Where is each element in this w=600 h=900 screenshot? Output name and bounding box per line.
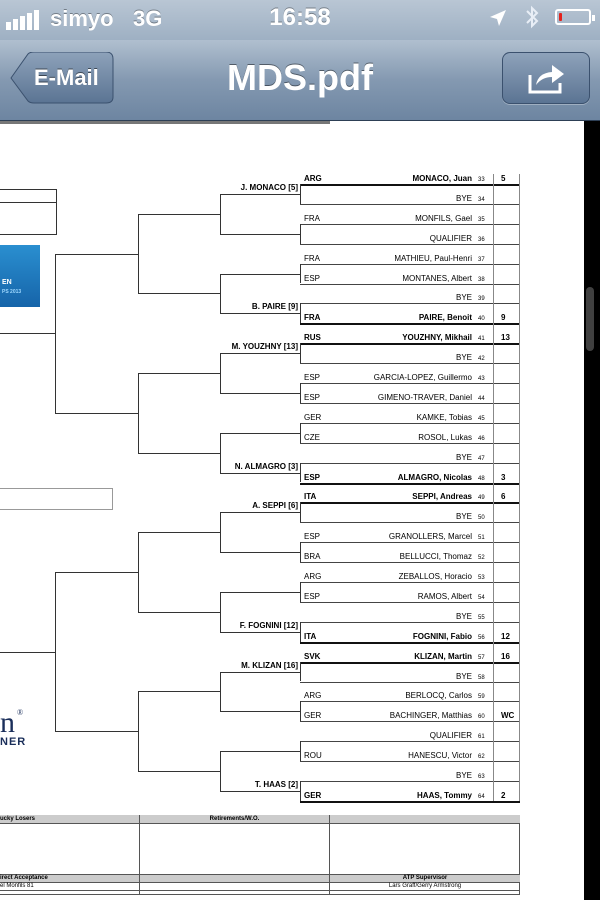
carrier-name: simyo	[50, 6, 114, 31]
draw-position-number: 33	[478, 177, 485, 183]
draw-row-line	[300, 682, 520, 683]
draw-player-name: QUALIFIER	[429, 731, 472, 741]
draw-row-line	[300, 184, 520, 186]
share-button[interactable]	[502, 52, 590, 104]
draw-seed: 13	[501, 333, 510, 343]
round2-winner-label: B. PAIRE [9]	[251, 302, 298, 312]
draw-position-number: 39	[478, 296, 485, 303]
round2-line	[220, 632, 300, 633]
seed-column-rule	[493, 174, 494, 801]
draw-position-number: 44	[478, 395, 485, 402]
round3-line	[138, 612, 220, 613]
draw-nationality: RUS	[304, 333, 321, 343]
document-title: MDS.pdf	[227, 57, 373, 98]
draw-player-name: MONTANES, Albert	[402, 273, 472, 283]
draw-row-line	[300, 323, 520, 325]
draw-row-line	[300, 542, 520, 543]
draw-player-name: FOGNINI, Fabio	[412, 631, 472, 641]
match-connector	[300, 303, 301, 323]
round2-winner-label: M. KLIZAN [16]	[241, 660, 298, 670]
page-header-rule	[0, 121, 330, 124]
round2-connector	[220, 751, 221, 791]
draw-player-name: RAMOS, Albert	[417, 591, 472, 601]
round2-line	[220, 433, 300, 434]
supervisor-names: Lars Graff/Gerry Armstrong	[388, 882, 462, 889]
draw-position-number: 51	[478, 535, 485, 542]
draw-position-number: 62	[478, 754, 485, 761]
round2-connector	[220, 592, 221, 632]
draw-nationality: GER	[304, 412, 322, 422]
location-arrow-icon	[488, 8, 508, 33]
round2-connector	[220, 274, 221, 314]
round2-line	[220, 393, 300, 394]
share-icon	[527, 61, 567, 95]
sponsor-line2: NER	[0, 736, 27, 748]
draw-seed: 9	[501, 313, 506, 323]
round3-line	[138, 373, 220, 374]
round2-line	[220, 194, 300, 195]
draw-position-number: 64	[478, 793, 485, 800]
round3-connector	[138, 691, 139, 771]
draw-position-number: 54	[478, 594, 485, 601]
round2-line	[220, 791, 300, 792]
draw-seed: 12	[501, 631, 510, 641]
draw-player-name: KAMKE, Tobias	[416, 412, 472, 422]
draw-position-number: 41	[478, 336, 485, 343]
round2-winner-label: F. FOGNINI [12]	[239, 620, 298, 630]
draw-nationality: ARG	[304, 174, 322, 183]
draw-row-line	[300, 284, 520, 285]
round3-connector	[138, 373, 139, 453]
round3-line	[138, 532, 220, 533]
round3-line	[138, 771, 220, 772]
draw-player-name: BYE	[455, 611, 472, 621]
draw-nationality: CZE	[304, 432, 320, 442]
match-connector	[300, 582, 301, 602]
footer-divider	[139, 815, 140, 895]
draw-row-line	[300, 721, 520, 722]
round2-winner-label: N. ALMAGRO [3]	[234, 461, 298, 471]
draw-player-name: BYE	[455, 193, 472, 203]
draw-player-name: HAAS, Tommy	[417, 790, 472, 800]
round2-line	[220, 751, 300, 752]
draw-player-name: YOUZHNY, Mikhail	[402, 333, 472, 343]
draw-row-line	[300, 483, 520, 485]
draw-seed: 16	[501, 651, 510, 661]
header-box	[0, 189, 57, 235]
match-connector	[300, 662, 301, 682]
round2-line	[220, 512, 300, 513]
draw-player-name: MONACO, Juan	[412, 174, 472, 183]
draw-row-line	[300, 204, 520, 205]
round2-line	[220, 711, 300, 712]
round4-line	[55, 731, 138, 732]
round2-winner-label: J. MONACO [5]	[240, 182, 298, 192]
draw-player-name: MONFILS, Gael	[415, 213, 472, 223]
round5-line	[0, 333, 55, 334]
round2-line	[220, 592, 300, 593]
round2-line	[220, 672, 300, 673]
draw-nationality: FRA	[304, 213, 320, 223]
draw-player-name: ZEBALLOS, Horacio	[398, 572, 472, 581]
draw-row-line	[300, 662, 520, 664]
draw-seed: WC	[501, 711, 515, 721]
match-connector	[300, 264, 301, 284]
draw-position-number: 34	[478, 196, 485, 203]
draw-position-number: 42	[478, 356, 485, 363]
draw-nationality: ESP	[304, 373, 321, 382]
match-connector	[300, 741, 301, 761]
draw-nationality: GER	[304, 790, 322, 800]
draw-position-number: 60	[478, 714, 485, 721]
draw-row-line	[300, 701, 520, 702]
draw-row-line	[300, 622, 520, 623]
round4-connector	[55, 254, 56, 413]
round2-line	[220, 353, 300, 354]
draw-player-name: QUALIFIER	[429, 233, 472, 243]
match-connector	[300, 701, 301, 721]
round2-line	[220, 552, 300, 553]
last-direct-acceptance: el Monfils 81	[0, 882, 34, 889]
draw-position-number: 53	[478, 575, 485, 581]
draw-nationality: ESP	[304, 273, 321, 283]
draw-player-name: BERLOCQ, Carlos	[405, 691, 472, 701]
draw-player-name: ALMAGRO, Nicolas	[397, 472, 472, 482]
draw-player-name: SEPPI, Andreas	[412, 492, 472, 502]
draw-position-number: 56	[478, 634, 485, 641]
draw-player-name: ROSOL, Lukas	[418, 432, 472, 442]
bluetooth-icon	[525, 4, 539, 36]
sponsor-mark: n	[0, 706, 15, 739]
draw-position-number: 36	[478, 236, 485, 243]
draw-row-line	[300, 264, 520, 265]
logo-line2: PS 2013	[2, 289, 22, 295]
draw-position-number: 55	[478, 614, 485, 621]
draw-player-name: MATHIEU, Paul-Henri	[394, 253, 472, 263]
draw-row-line	[300, 741, 520, 742]
draw-row-line	[300, 562, 520, 563]
round4-line	[55, 254, 138, 255]
draw-seed: 2	[501, 790, 506, 800]
logo-line1: EN	[2, 279, 12, 286]
draw-row-line	[300, 403, 520, 404]
battery-icon	[555, 9, 591, 25]
draw-player-name: BYE	[455, 512, 472, 522]
draw-position-number: 49	[478, 495, 485, 502]
draw-position-number: 35	[478, 216, 485, 223]
draw-nationality: ITA	[304, 631, 317, 641]
draw-row-line	[300, 642, 520, 644]
round4-connector	[55, 572, 56, 731]
supervisor-label: ATP Supervisor	[402, 874, 448, 881]
draw-row-line	[300, 502, 520, 504]
network-type: 3G	[133, 6, 163, 31]
pdf-page	[0, 121, 584, 900]
round3-connector	[138, 214, 139, 294]
draw-row-line	[300, 303, 520, 304]
back-button-label: E-Mail	[34, 65, 99, 90]
round3-connector	[138, 532, 139, 612]
draw-nationality: BRA	[304, 552, 321, 562]
draw-row-line	[300, 244, 520, 245]
lucky-losers-label: ucky Losers	[0, 815, 36, 822]
pdf-viewer[interactable]	[0, 121, 600, 900]
round2-line	[220, 313, 300, 314]
draw-nationality: ROU	[304, 751, 322, 761]
draw-row-line	[300, 224, 520, 225]
draw-nationality: ARG	[304, 691, 322, 701]
draw-nationality: ESP	[304, 591, 321, 601]
draw-player-name: BELLUCCI, Thomaz	[399, 552, 472, 562]
round2-connector	[220, 672, 221, 712]
direct-acceptance-label: irect Acceptance	[0, 874, 48, 881]
match-connector	[300, 184, 301, 204]
match-connector	[300, 781, 301, 801]
draw-player-name: BYE	[455, 293, 472, 303]
match-connector	[300, 423, 301, 443]
draw-position-number: 63	[478, 774, 485, 780]
draw-player-name: BYE	[455, 771, 472, 780]
vertical-scrollbar[interactable]	[586, 287, 594, 351]
draw-position-number: 58	[478, 674, 485, 681]
draw-position-number: 47	[478, 455, 485, 462]
match-connector	[300, 463, 301, 483]
draw-player-name: GARCIA-LOPEZ, Guillermo	[373, 373, 472, 382]
draw-player-name: GRANOLLERS, Marcel	[388, 532, 472, 542]
match-connector	[300, 542, 301, 562]
draw-position-number: 38	[478, 276, 485, 283]
round2-connector	[220, 194, 221, 234]
draw-nationality: FRA	[304, 313, 321, 323]
round2-connector	[220, 353, 221, 393]
draw-nationality: SVK	[304, 651, 321, 661]
draw-row-line	[300, 801, 520, 803]
retirements-label: Retirements/W.O.	[209, 815, 260, 822]
round3-line	[138, 293, 220, 294]
draw-row-line	[300, 582, 520, 583]
draw-position-number: 37	[478, 256, 485, 263]
round2-connector	[220, 512, 221, 552]
round2-line	[220, 234, 300, 235]
draw-row-line	[300, 343, 520, 345]
draw-position-number: 48	[478, 475, 485, 482]
draw-nationality: GER	[304, 711, 322, 721]
draw-position-number: 46	[478, 435, 485, 442]
round4-line	[55, 413, 138, 414]
draw-position-number: 52	[478, 555, 485, 562]
draw-player-name: GIMENO-TRAVER, Daniel	[377, 392, 472, 402]
draw-row-line	[300, 463, 520, 464]
draw-seed: 3	[501, 472, 506, 482]
draw-player-name: HANESCU, Victor	[408, 751, 472, 761]
round5-line	[0, 652, 55, 653]
draw-seed: 6	[501, 492, 506, 502]
draw-seed: 5	[501, 174, 506, 183]
match-connector	[300, 343, 301, 363]
draw-row-line	[300, 443, 520, 444]
draw-player-name: BACHINGER, Matthias	[389, 711, 472, 721]
sponsor-reg: ®	[17, 708, 24, 717]
match-connector	[300, 502, 301, 522]
draw-nationality: ESP	[304, 532, 321, 542]
draw-player-name: BYE	[455, 452, 472, 462]
round3-line	[138, 453, 220, 454]
match-connector	[300, 622, 301, 642]
draw-position-number: 59	[478, 694, 485, 701]
round3-line	[138, 691, 220, 692]
round2-winner-label: M. YOUZHNY [13]	[231, 342, 298, 352]
draw-player-name: PAIRE, Benoit	[418, 313, 472, 323]
draw-position-number: 43	[478, 376, 485, 382]
navigation-bar	[0, 40, 600, 121]
draw-row-line	[300, 761, 520, 762]
draw-player-name: BYE	[455, 671, 472, 681]
draw-position-number: 50	[478, 515, 485, 522]
draw-position-number: 57	[478, 654, 485, 661]
draw-row-line	[300, 522, 520, 523]
draw-nationality: ESP	[304, 472, 321, 482]
clock: 16:58	[269, 4, 331, 31]
draw-player-name: BYE	[455, 353, 472, 363]
draw-row-line	[300, 363, 520, 364]
final-box	[0, 488, 113, 510]
draw-row-line	[300, 602, 520, 603]
draw-player-name: KLIZAN, Martin	[414, 651, 472, 661]
status-bar	[0, 0, 600, 40]
match-connector	[300, 224, 301, 244]
round2-line	[220, 274, 300, 275]
draw-position-number: 61	[478, 734, 485, 741]
tournament-logo	[0, 245, 40, 307]
draw-row-line	[300, 423, 520, 424]
seed-column-rule	[519, 174, 520, 801]
draw-nationality: ESP	[304, 392, 321, 402]
round2-line	[220, 473, 300, 474]
draw-nationality: FRA	[304, 253, 320, 263]
round3-line	[138, 214, 220, 215]
draw-row-line	[300, 781, 520, 782]
round2-connector	[220, 433, 221, 473]
round2-winner-label: T. HAAS [2]	[254, 779, 298, 789]
draw-nationality: ITA	[304, 492, 317, 502]
draw-position-number: 40	[478, 316, 485, 323]
draw-row-line	[300, 383, 520, 384]
draw-position-number: 45	[478, 415, 485, 422]
round4-line	[55, 572, 138, 573]
round2-winner-label: A. SEPPI [6]	[252, 501, 298, 511]
match-connector	[300, 383, 301, 403]
draw-nationality: ARG	[304, 572, 322, 581]
